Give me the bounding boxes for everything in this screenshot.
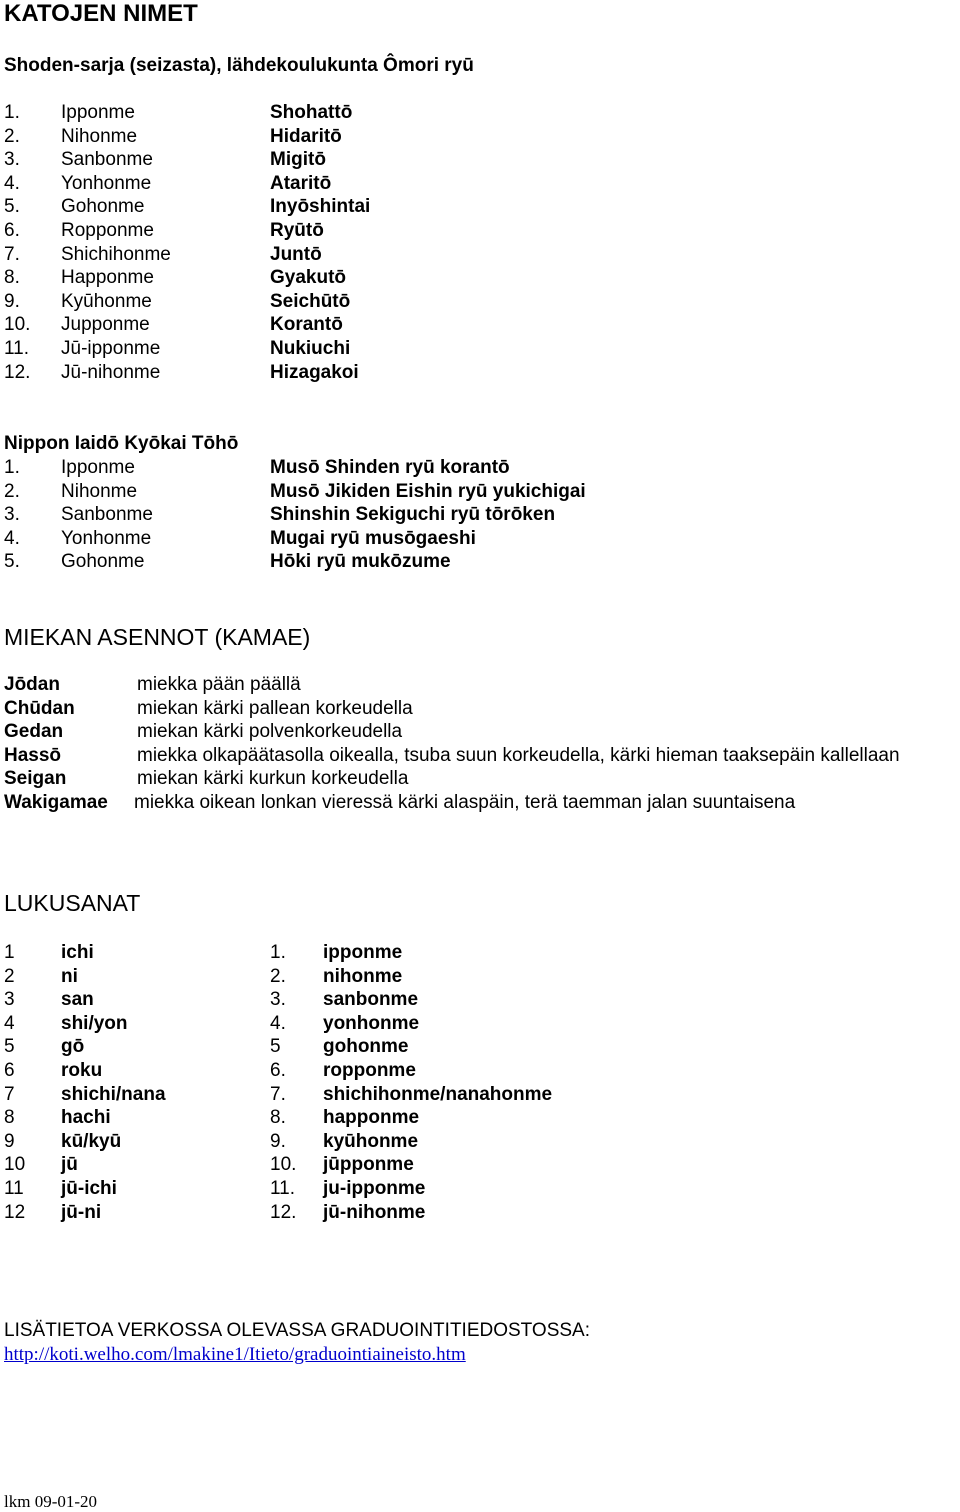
kamae-term: Chūdan bbox=[4, 697, 75, 719]
row-number: 1. bbox=[4, 102, 20, 123]
kata-ordinal: Kyūhonme bbox=[61, 290, 152, 312]
kamae-term: Seigan bbox=[4, 768, 67, 790]
number-digit: 3 bbox=[4, 989, 15, 1011]
shoden-heading-bold: Shoden bbox=[4, 55, 74, 76]
row-number: 5. bbox=[4, 196, 20, 218]
row-number: 8. bbox=[4, 267, 20, 289]
kata-ordinal: Yonhonme bbox=[61, 172, 152, 194]
shoden-row bbox=[0, 244, 960, 268]
number-word-row bbox=[0, 1154, 960, 1178]
kata-name: Musō Shinden ryū korantō bbox=[270, 457, 510, 478]
ordinal-word: nihonme bbox=[323, 965, 403, 987]
kamae-row bbox=[0, 768, 960, 792]
kamae-term: Hassō bbox=[4, 744, 62, 766]
number-word: shichi/nana bbox=[61, 1083, 166, 1105]
kata-name: Gyakutō bbox=[270, 267, 347, 289]
row-number: 7. bbox=[4, 243, 20, 265]
row-number: 2. bbox=[4, 125, 20, 147]
shoden-heading bbox=[4, 55, 474, 77]
number-word-row bbox=[0, 966, 960, 990]
row-number: 3. bbox=[4, 149, 20, 171]
shoden-row bbox=[0, 362, 960, 386]
kata-ordinal: Ipponme bbox=[61, 102, 135, 123]
ordinal-word: jūpponme bbox=[323, 1154, 414, 1176]
kata-name: Mugai ryū musōgaeshi bbox=[270, 527, 476, 549]
kamae-description: miekan kärki pallean korkeudella bbox=[137, 697, 413, 719]
shoden-row bbox=[0, 314, 960, 338]
shoden-row bbox=[0, 220, 960, 244]
row-number: 12. bbox=[4, 361, 31, 383]
row-number: 1. bbox=[4, 457, 20, 478]
number-word: san bbox=[61, 989, 94, 1011]
number-word: roku bbox=[61, 1060, 103, 1081]
ordinal-number: 11. bbox=[270, 1178, 296, 1199]
row-number: 9. bbox=[4, 290, 20, 312]
lukusanat-title: LUKUSANAT bbox=[4, 890, 141, 916]
number-word-row bbox=[0, 1202, 960, 1226]
shoden-heading-school: Ômori ryū bbox=[383, 55, 474, 76]
number-word: hachi bbox=[61, 1107, 111, 1129]
row-number: 4. bbox=[4, 172, 20, 194]
number-word-row bbox=[0, 1107, 960, 1131]
number-word-row bbox=[0, 1013, 960, 1037]
ordinal-number: 8. bbox=[270, 1107, 286, 1129]
kata-ordinal: Nihonme bbox=[61, 125, 138, 147]
ordinal-number: 6. bbox=[270, 1060, 286, 1081]
toho-heading: Nippon Iaidō Kyōkai Tōhō bbox=[4, 433, 239, 454]
kamae-description: miekan kärki polvenkorkeudella bbox=[137, 721, 403, 743]
kata-ordinal: Sanbonme bbox=[61, 149, 153, 171]
kamae-row bbox=[0, 792, 960, 816]
number-word: jū-ichi bbox=[61, 1178, 117, 1199]
ordinal-word: happonme bbox=[323, 1107, 420, 1129]
number-digit: 4 bbox=[4, 1012, 15, 1034]
kata-name: Nukiuchi bbox=[270, 338, 351, 359]
kata-name: Hidaritō bbox=[270, 125, 342, 147]
kamae-description: miekka olkapäätasolla oikealla, tsuba suun korkeudella, kärki hieman taaksepäin kallellaan bbox=[137, 744, 900, 766]
ordinal-word: kyūhonme bbox=[323, 1130, 419, 1152]
kamae-term: Jōdan bbox=[4, 674, 60, 695]
toho-row bbox=[0, 528, 960, 552]
kamae-term: Wakigamae bbox=[4, 792, 108, 813]
shoden-row bbox=[0, 126, 960, 150]
number-word: ni bbox=[61, 965, 78, 987]
toho-row bbox=[0, 481, 960, 505]
kata-name: Shinshin Sekiguchi ryū tōrōken bbox=[270, 504, 556, 526]
kamae-description: miekka oikean lonkan vieressä kärki alaspäin, terä taemman jalan suuntaisena bbox=[134, 792, 796, 813]
shoden-row bbox=[0, 291, 960, 315]
ordinal-number: 7. bbox=[270, 1083, 286, 1105]
kamae-description: miekka pään päällä bbox=[137, 674, 301, 695]
info-heading: LISÄTIETOA VERKOSSA OLEVASSA GRADUOINTITIEDOSTOSSA: bbox=[4, 1320, 591, 1341]
ordinal-number: 1. bbox=[270, 942, 286, 963]
toho-row bbox=[0, 551, 960, 575]
number-word: shi/yon bbox=[61, 1012, 128, 1034]
number-digit: 5 bbox=[4, 1036, 15, 1058]
kata-ordinal: Ipponme bbox=[61, 457, 135, 478]
ordinal-word: shichihonme/nanahonme bbox=[323, 1083, 553, 1105]
number-digit: 7 bbox=[4, 1083, 15, 1105]
ordinal-number: 9. bbox=[270, 1130, 286, 1152]
kamae-row bbox=[0, 721, 960, 745]
shoden-row bbox=[0, 196, 960, 220]
number-digit: 11 bbox=[4, 1178, 24, 1199]
ordinal-number: 5 bbox=[270, 1036, 281, 1058]
row-number: 6. bbox=[4, 220, 20, 241]
kata-ordinal: Happonme bbox=[61, 267, 154, 289]
number-word-row bbox=[0, 1084, 960, 1108]
kamae-row bbox=[0, 674, 960, 698]
number-digit: 12 bbox=[4, 1201, 26, 1223]
kata-name: Ryūtō bbox=[270, 220, 324, 241]
kata-name: Hizagakoi bbox=[270, 361, 359, 383]
kata-name: Migitō bbox=[270, 149, 326, 171]
kata-name: Hōki ryū mukōzume bbox=[270, 551, 451, 573]
ordinal-word: sanbonme bbox=[323, 989, 419, 1011]
number-word: ichi bbox=[61, 942, 94, 963]
kata-name: Korantō bbox=[270, 314, 343, 336]
number-digit: 6 bbox=[4, 1060, 15, 1081]
kata-ordinal: Shichihonme bbox=[61, 243, 171, 265]
kata-ordinal: Gohonme bbox=[61, 196, 145, 218]
number-word-row bbox=[0, 989, 960, 1013]
number-word: kū/kyū bbox=[61, 1130, 122, 1152]
toho-row bbox=[0, 504, 960, 528]
ordinal-word: ropponme bbox=[323, 1060, 416, 1081]
kamae-title: MIEKAN ASENNOT (KAMAE) bbox=[4, 624, 311, 650]
ordinal-word: ipponme bbox=[323, 942, 403, 963]
kata-ordinal: Jū-ipponme bbox=[61, 338, 161, 359]
kata-name: Ataritō bbox=[270, 172, 332, 194]
number-word: gō bbox=[61, 1036, 85, 1058]
shoden-row bbox=[0, 149, 960, 173]
kamae-term: Gedan bbox=[4, 721, 64, 743]
kata-ordinal: Sanbonme bbox=[61, 504, 153, 526]
kata-ordinal: Yonhonme bbox=[61, 527, 152, 549]
ordinal-word: jū-nihonme bbox=[323, 1201, 426, 1223]
shoden-row bbox=[0, 102, 960, 126]
toho-row bbox=[0, 457, 960, 481]
ordinal-number: 4. bbox=[270, 1012, 286, 1034]
number-word-row bbox=[0, 1036, 960, 1060]
kata-ordinal: Nihonme bbox=[61, 480, 138, 502]
row-number: 2. bbox=[4, 480, 20, 502]
ordinal-word: gohonme bbox=[323, 1036, 409, 1058]
number-word: jū-ni bbox=[61, 1201, 102, 1223]
ordinal-number: 12. bbox=[270, 1201, 297, 1223]
number-word-row bbox=[0, 1060, 960, 1084]
kata-name: Inyōshintai bbox=[270, 196, 371, 218]
shoden-row bbox=[0, 267, 960, 291]
number-word-row bbox=[0, 1178, 960, 1202]
row-number: 4. bbox=[4, 527, 20, 549]
kamae-description: miekan kärki kurkun korkeudella bbox=[137, 768, 409, 790]
ordinal-word: ju-ipponme bbox=[323, 1178, 426, 1199]
kata-ordinal: Ropponme bbox=[61, 220, 154, 241]
number-digit: 10 bbox=[4, 1154, 26, 1176]
number-word: jū bbox=[61, 1154, 78, 1176]
ordinal-number: 10. bbox=[270, 1154, 297, 1176]
ordinal-number: 3. bbox=[270, 989, 286, 1011]
kata-ordinal: Jū-nihonme bbox=[61, 361, 161, 383]
shoden-row bbox=[0, 338, 960, 362]
kamae-row bbox=[0, 698, 960, 722]
number-digit: 1 bbox=[4, 942, 15, 963]
ordinal-number: 2. bbox=[270, 965, 286, 987]
page-title: KATOJEN NIMET bbox=[4, 0, 198, 27]
row-number: 5. bbox=[4, 551, 20, 573]
row-number: 3. bbox=[4, 504, 20, 526]
number-digit: 9 bbox=[4, 1130, 15, 1152]
shoden-row bbox=[0, 173, 960, 197]
shoden-heading-text: -sarja (seizasta), lähdekoulukunta bbox=[73, 55, 384, 76]
kata-name: Shohattō bbox=[270, 102, 353, 123]
graduation-file-link[interactable]: http://koti.welho.com/lmakine1/Itieto/graduointiaineisto.htm bbox=[4, 1344, 466, 1365]
number-digit: 2 bbox=[4, 965, 15, 987]
kamae-row bbox=[0, 745, 960, 769]
number-word-row bbox=[0, 1131, 960, 1155]
number-word-row bbox=[0, 942, 960, 966]
row-number: 11. bbox=[4, 338, 30, 359]
kata-ordinal: Jupponme bbox=[61, 314, 150, 336]
kata-ordinal: Gohonme bbox=[61, 551, 145, 573]
row-number: 10. bbox=[4, 314, 31, 336]
kata-name: Seichūtō bbox=[270, 290, 351, 312]
kata-name: Musō Jikiden Eishin ryū yukichigai bbox=[270, 480, 586, 502]
number-digit: 8 bbox=[4, 1107, 15, 1129]
footer-stamp: lkm 09-01-20 bbox=[4, 1492, 98, 1511]
kata-name: Juntō bbox=[270, 243, 322, 265]
ordinal-word: yonhonme bbox=[323, 1012, 420, 1034]
